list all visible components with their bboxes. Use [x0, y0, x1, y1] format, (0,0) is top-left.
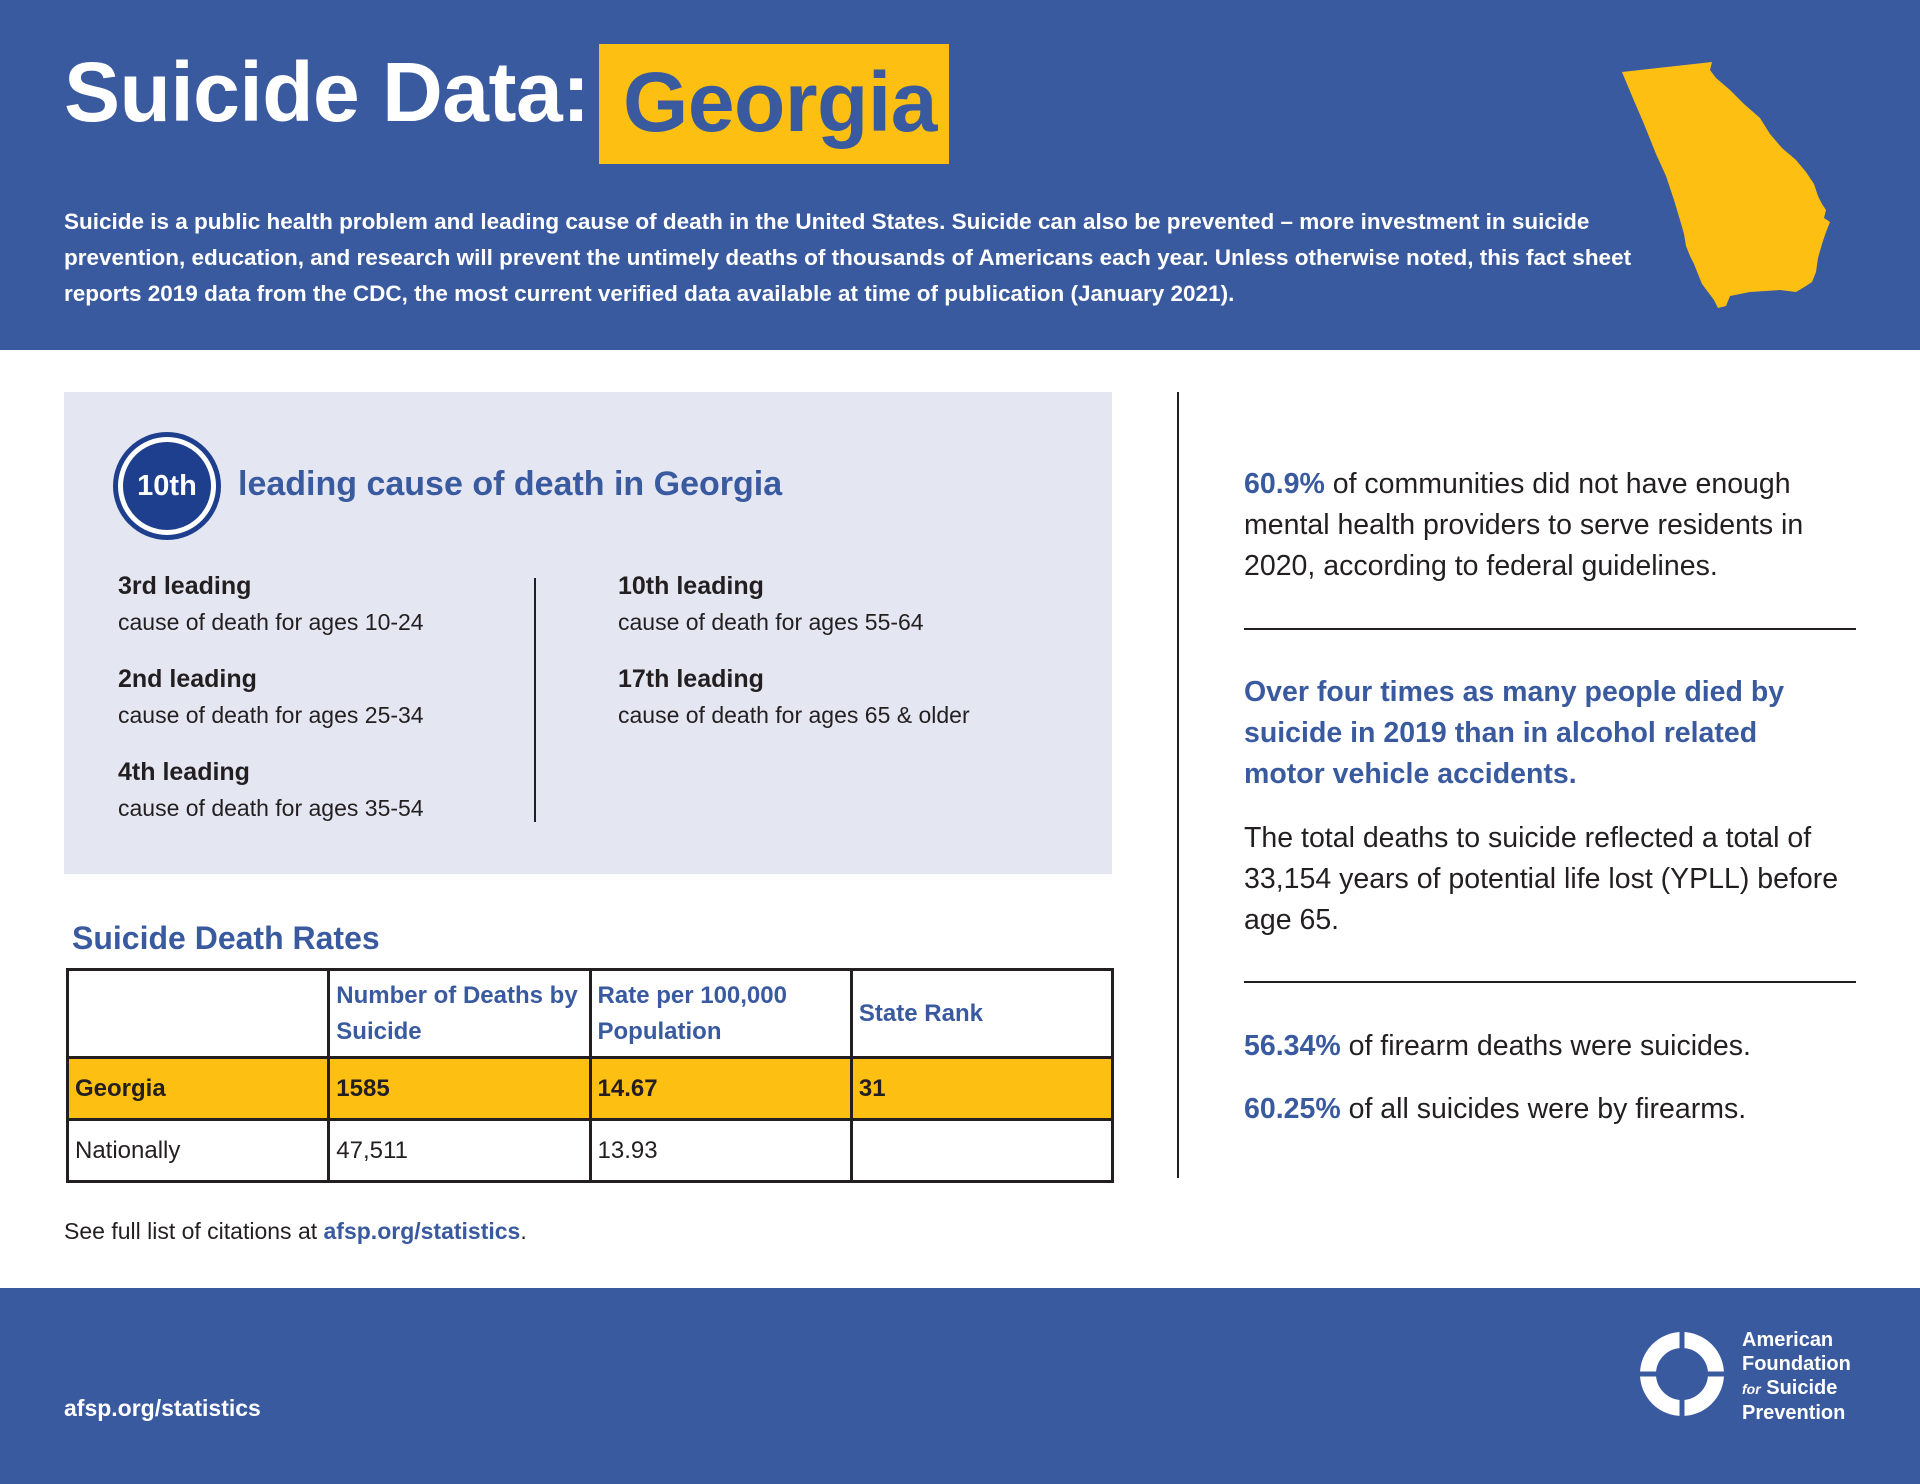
state-highlight: [599, 44, 949, 164]
rank-badge-label: 10th: [137, 469, 197, 502]
age-rank-desc: cause of death for ages 10-24: [118, 609, 424, 635]
age-rank-label: 17th leading: [618, 665, 764, 693]
header-banner: [0, 0, 1920, 350]
age-rank-label: 4th leading: [118, 758, 250, 786]
callout-statement: Over four times as many people died by suicide in 2019 than in alcohol related motor vehicle accidents.: [1244, 676, 1785, 790]
org-name-word: Suicide: [1766, 1377, 1838, 1399]
suicides-firearm-text: of all suicides were by firearms.: [1340, 1093, 1747, 1125]
table-header-cell: Rate per 100,000 Population: [590, 970, 851, 1058]
org-name-line: American: [1742, 1329, 1834, 1351]
providers-text: of communities did not have enough mental health providers to serve residents in 2020, according to federal guidelines.: [1244, 468, 1804, 582]
rates-table-title: Suicide Death Rates: [72, 920, 380, 956]
table-cell: 14.67: [590, 1058, 851, 1120]
table-cell: 31: [851, 1058, 1112, 1120]
rank-badge: [118, 437, 216, 535]
table-cell: 13.93: [590, 1120, 851, 1182]
org-name-line: Foundation: [1742, 1353, 1851, 1375]
age-ranks-right: [618, 568, 970, 754]
org-name: [1742, 1328, 1851, 1425]
org-name-for: for: [1742, 1381, 1761, 1397]
suicides-firearm-stat: [1244, 1089, 1864, 1130]
intro-paragraph: Suicide is a public health problem and leading cause of death in the United States. Suicide can also be prevented – more investment in suicide prevention, education, and research will prevent the untimely deaths of thousands of Americans each year. Unless otherwise noted, this fact sheet reports 2019 data from the CDC, the most current verified data available at time of publication (January 2021).: [64, 209, 1632, 306]
table-cell: 47,511: [329, 1120, 590, 1182]
suicides-firearm-pct: 60.25%: [1244, 1093, 1341, 1125]
age-ranks-left: [118, 568, 424, 847]
table-header-cell: [68, 970, 329, 1058]
age-rank-desc: cause of death for ages 55-64: [618, 609, 924, 635]
firearm-deaths-pct: 56.34%: [1244, 1030, 1341, 1062]
citation-prefix: See full list of citations at: [64, 1218, 324, 1244]
table-header-cell: Number of Deaths by Suicide: [329, 970, 590, 1058]
table-cell: Nationally: [68, 1120, 329, 1182]
section-divider: [1244, 981, 1856, 983]
age-rank-item: [618, 568, 970, 640]
leading-cause-panel: [64, 392, 1112, 874]
age-rank-label: 10th leading: [618, 572, 764, 600]
citation-note: [64, 1218, 527, 1245]
age-column-divider: [534, 578, 536, 822]
georgia-map-icon: [1620, 60, 1860, 310]
table-header-cell: State Rank: [851, 970, 1112, 1058]
column-divider: [1177, 392, 1179, 1178]
citation-link[interactable]: afsp.org/statistics: [323, 1218, 521, 1244]
age-rank-desc: cause of death for ages 25-34: [118, 702, 424, 728]
state-name: Georgia: [623, 55, 937, 149]
page-title: Suicide Data:: [64, 45, 590, 139]
table-header-row: [68, 970, 1113, 1058]
providers-stat: [1244, 464, 1864, 587]
lifebuoy-logo-icon: [1636, 1328, 1728, 1420]
age-rank-item: [618, 661, 970, 733]
age-rank-item: [118, 754, 424, 826]
age-rank-item: [118, 661, 424, 733]
age-rank-item: [118, 568, 424, 640]
firearm-deaths-text: of firearm deaths were suicides.: [1340, 1030, 1751, 1062]
rates-table: [66, 968, 1114, 1183]
age-rank-label: 2nd leading: [118, 665, 257, 693]
providers-pct: 60.9%: [1244, 468, 1325, 500]
org-name-line: [1742, 1376, 1851, 1401]
table-cell: [851, 1120, 1112, 1182]
section-divider: [1244, 628, 1856, 630]
firearm-deaths-stat: [1244, 1026, 1864, 1067]
age-rank-desc: cause of death for ages 65 & older: [618, 702, 970, 728]
age-rank-label: 3rd leading: [118, 572, 252, 600]
footer-banner: [0, 1288, 1920, 1484]
footer-url-link[interactable]: afsp.org/statistics: [64, 1395, 261, 1421]
org-name-line: Prevention: [1742, 1402, 1846, 1424]
ypll-stat: The total deaths to suicide reflected a total of 33,154 years of potential life lost (YPLL) before age 65.: [1244, 822, 1839, 936]
table-row: [68, 1120, 1113, 1182]
rank-caption: leading cause of death in Georgia: [238, 465, 783, 503]
citation-suffix: .: [520, 1218, 527, 1244]
table-cell: Georgia: [68, 1058, 329, 1120]
table-row: [68, 1058, 1113, 1120]
table-cell: 1585: [329, 1058, 590, 1120]
age-rank-desc: cause of death for ages 35-54: [118, 795, 424, 821]
